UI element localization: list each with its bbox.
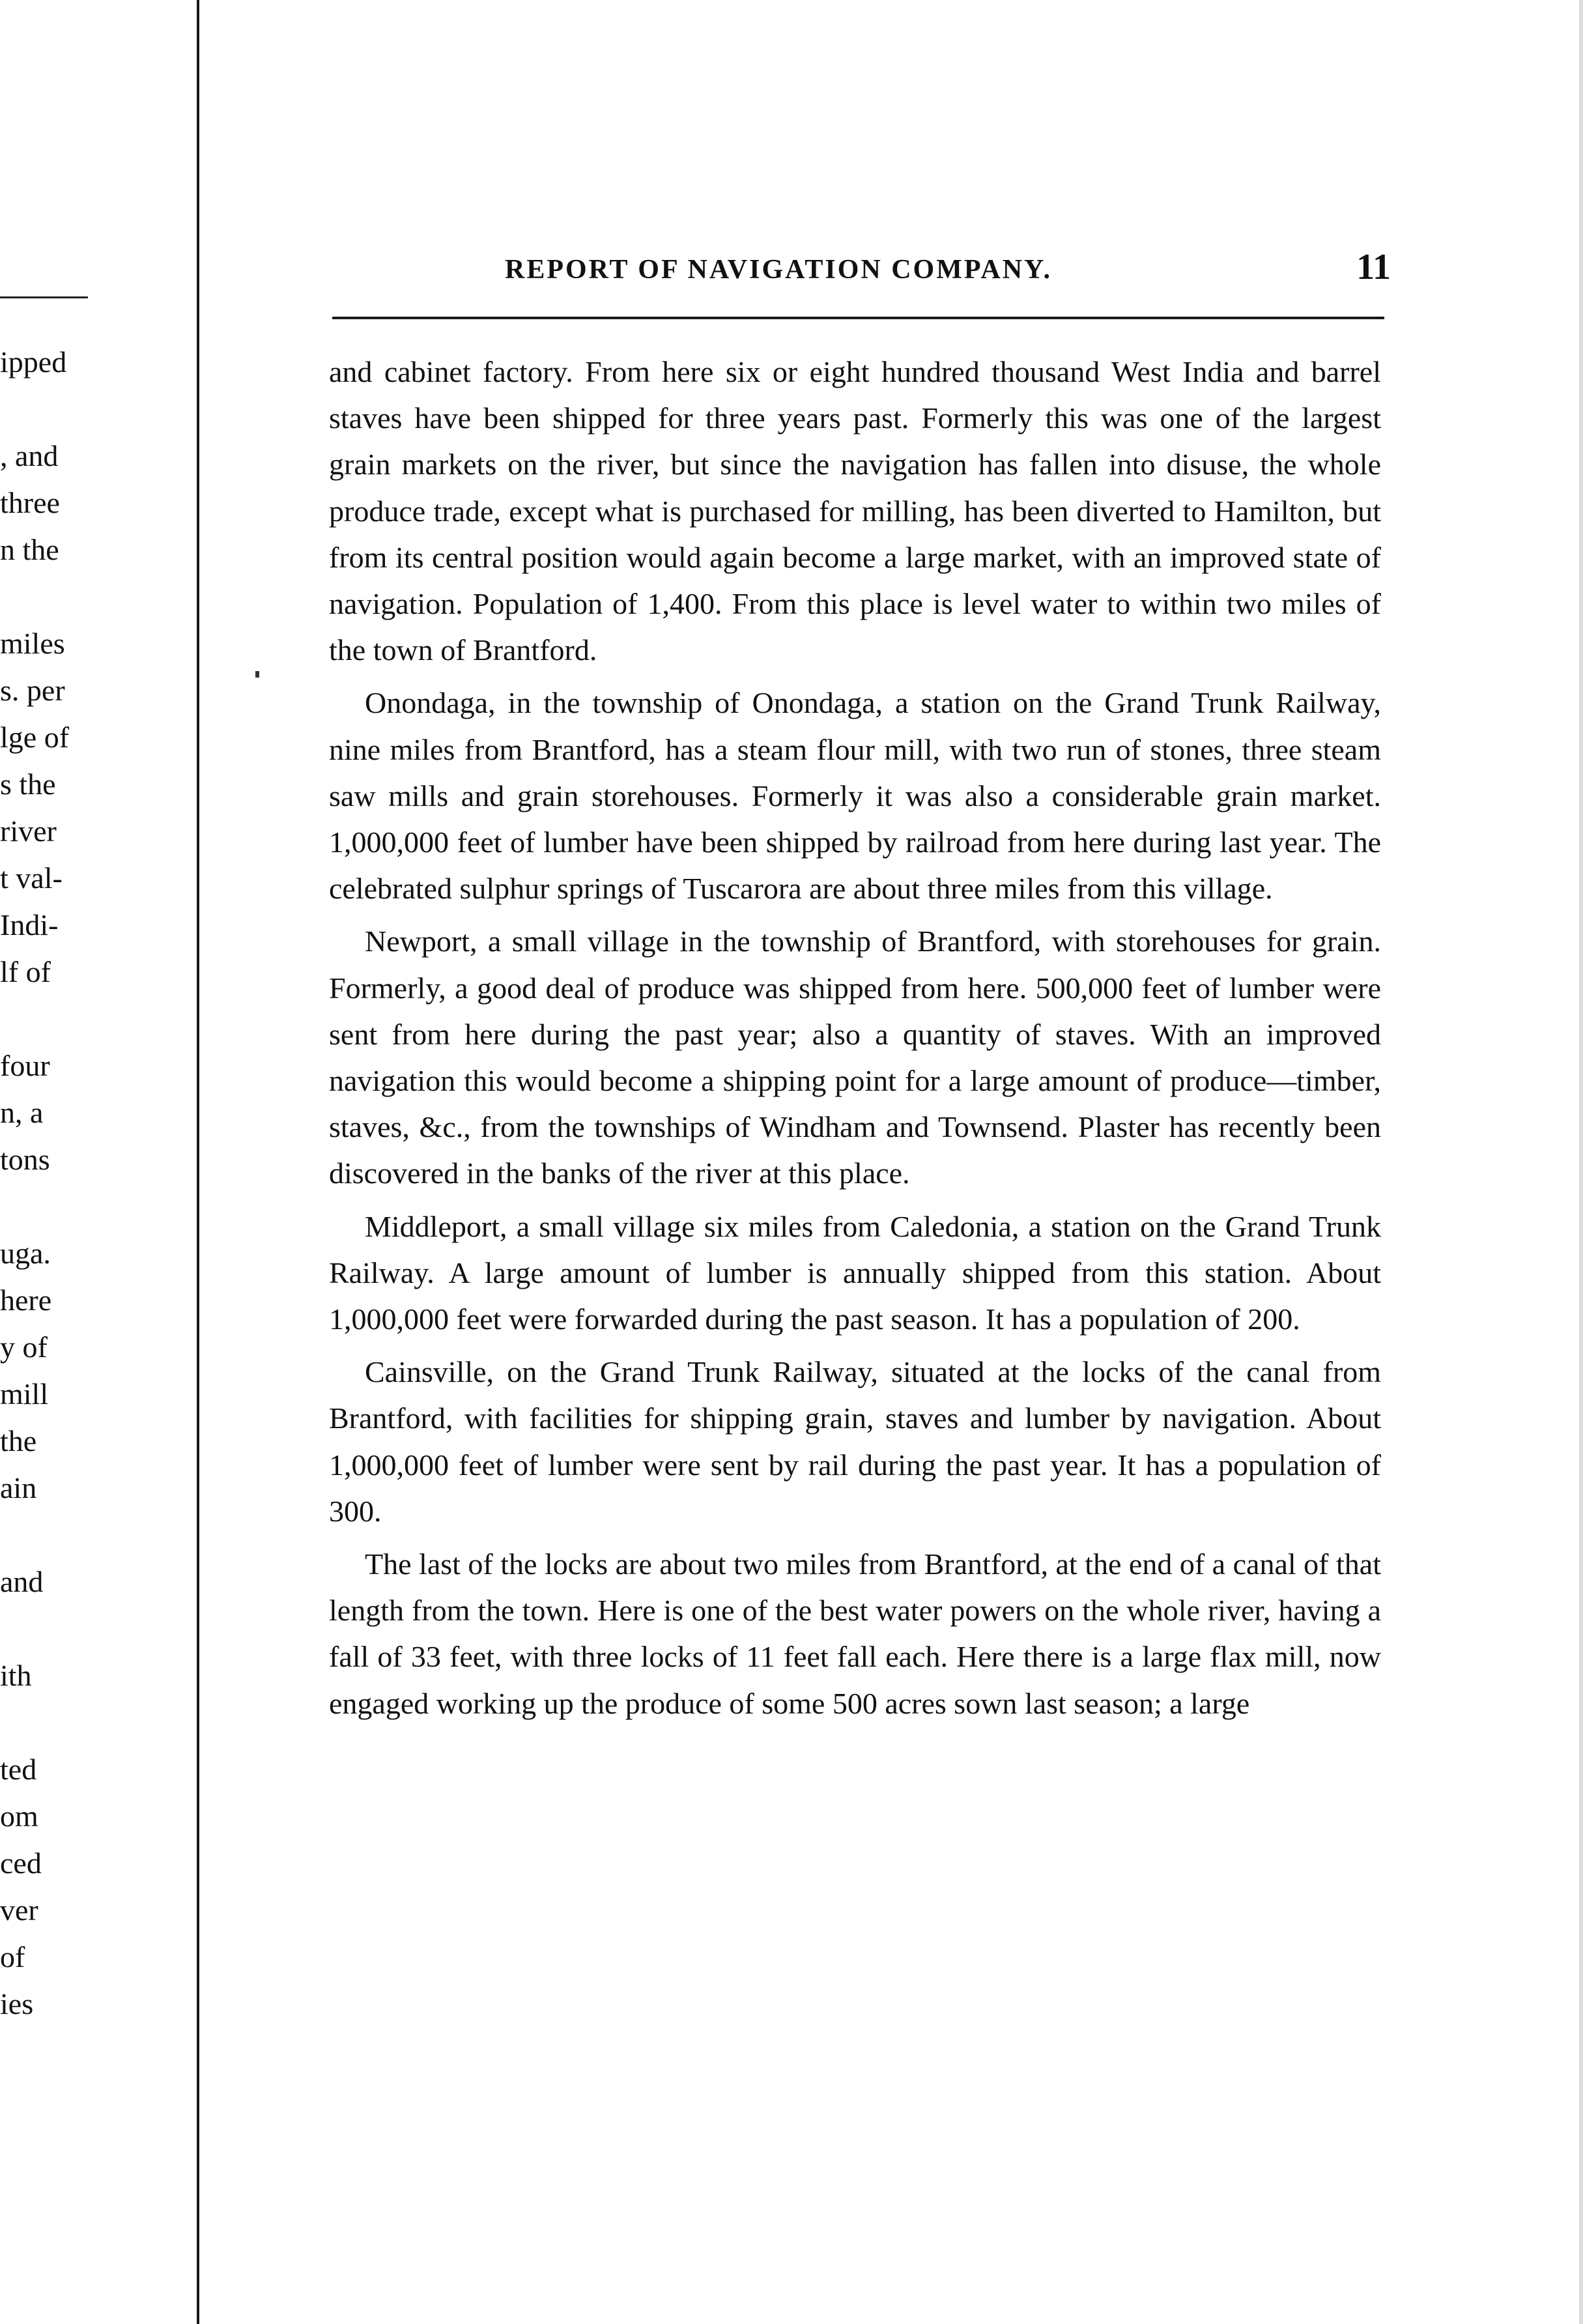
facing-page-line xyxy=(0,1183,130,1230)
facing-page-line: ith xyxy=(0,1659,32,1692)
paragraph-continuation: and cabinet factory. From here six or eight hundred thousand West India and barrel staves have been shipped for three years past. Formerly this was one of the largest grain markets on the river, but since the navigation has fallen into disuse, the whole produce trade, except what is purchased for milling, has been diverted to Hamilton, but from its central position would again become a large market, with an improved state of navigation. Population of 1,400. From this place is level water to within two miles of the town of Brantford. xyxy=(329,355,1381,667)
facing-page-fragment xyxy=(0,0,130,2324)
facing-page-line: uga. xyxy=(0,1237,51,1270)
paragraph-middleport: Middleport, a small village six miles from Caledonia, a station on the Grand Trunk Railway. A large amount of lumber is annually shipped from this station. About 1,000,000 feet were forwarded during the past season. It has a population of 200. xyxy=(329,1209,1381,1336)
facing-page-line: ced xyxy=(0,1846,42,1880)
paragraph-newport: Newport, a small village in the township of Brantford, with storehouses for grain. Formerly, a good deal of produce was shipped from here. 500,000 feet of lumber were sent from here during the past year; also a quantity of staves. With an improved navigation this would become a shipping point for a large amount of produce—timber, staves, &c., from the townships of Windham and Townsend. Plaster has recently been discovered in the banks of the river at this place. xyxy=(329,925,1381,1190)
facing-page-line: ted xyxy=(0,1753,37,1786)
facing-page-lines xyxy=(0,339,130,2028)
facing-page-line: lge of xyxy=(0,721,70,754)
facing-page-line xyxy=(0,1512,130,1558)
facing-page-line: and xyxy=(0,1565,44,1598)
paragraph-onondaga: Onondaga, in the township of Onondaga, a station on the Grand Trunk Railway, nine miles from Brantford, has a steam flour mill, with two run of stones, three steam saw mills and grain storehouses. Formerly it was also a considerable grain market. 1,000,000 feet of lumber have been shipped by railroad from here during last year. The celebrated sulphur springs of Tuscarora are about three miles from this village. xyxy=(329,686,1381,906)
facing-page-line: n the xyxy=(0,533,59,566)
facing-page-line: ain xyxy=(0,1471,37,1504)
facing-page-line: Indi- xyxy=(0,908,59,941)
facing-page-line: s the xyxy=(0,767,56,801)
facing-page-line: tons xyxy=(0,1143,50,1176)
facing-page-line: ies xyxy=(0,1987,34,2020)
ink-speck xyxy=(255,671,259,678)
paragraph-cainsville: Cainsville, on the Grand Trunk Railway, situated at the locks of the canal from Brantford, with facilities for shipping grain, staves and lumber by navigation. About 1,000,000 feet of lumber were sent by rail during the past year. It has a population of 300. xyxy=(329,1355,1381,1528)
facing-page-line: miles xyxy=(0,627,65,660)
main-page xyxy=(329,241,1391,1720)
header-rule xyxy=(332,317,1384,319)
facing-page-line: om xyxy=(0,1800,38,1833)
facing-page-rule xyxy=(0,296,88,298)
facing-page-line xyxy=(0,1605,130,1652)
facing-page-line: ver xyxy=(0,1893,38,1927)
facing-page-line xyxy=(0,1699,130,1746)
facing-page-line xyxy=(0,573,130,620)
facing-page-line: ipped xyxy=(0,345,67,379)
facing-page-line: of xyxy=(0,1940,25,1973)
facing-page-line: river xyxy=(0,814,57,848)
facing-page-line: here xyxy=(0,1284,52,1317)
page-number: 11 xyxy=(1356,247,1391,287)
facing-page-line: t val- xyxy=(0,861,63,895)
body-text xyxy=(329,349,1381,1733)
facing-page-line: the xyxy=(0,1424,37,1457)
facing-page-line: s. per xyxy=(0,674,65,707)
running-head xyxy=(329,241,1391,293)
facing-page-line: four xyxy=(0,1049,50,1082)
facing-page-line xyxy=(0,996,130,1042)
facing-page-line: mill xyxy=(0,1377,49,1411)
page-right-edge xyxy=(1579,0,1583,2324)
facing-page-line: y of xyxy=(0,1330,48,1364)
facing-page-line: lf of xyxy=(0,955,51,988)
page-gutter-line xyxy=(197,0,199,2324)
facing-page-line: n, a xyxy=(0,1096,44,1129)
facing-page-line: three xyxy=(0,486,60,519)
facing-page-line xyxy=(0,386,130,433)
paragraph-locks: The last of the locks are about two miles from Brantford, at the end of a canal of that length from the town. Here is one of the best water powers on the whole river, having a fall of 33 feet, with three locks of 11 feet fall each. Here there is a large flax mill, now engaged working up the produce of some 500 acres sown last season; a large xyxy=(329,1547,1381,1720)
running-title: REPORT OF NAVIGATION COMPANY. xyxy=(505,255,1053,285)
facing-page-line: , and xyxy=(0,439,59,472)
